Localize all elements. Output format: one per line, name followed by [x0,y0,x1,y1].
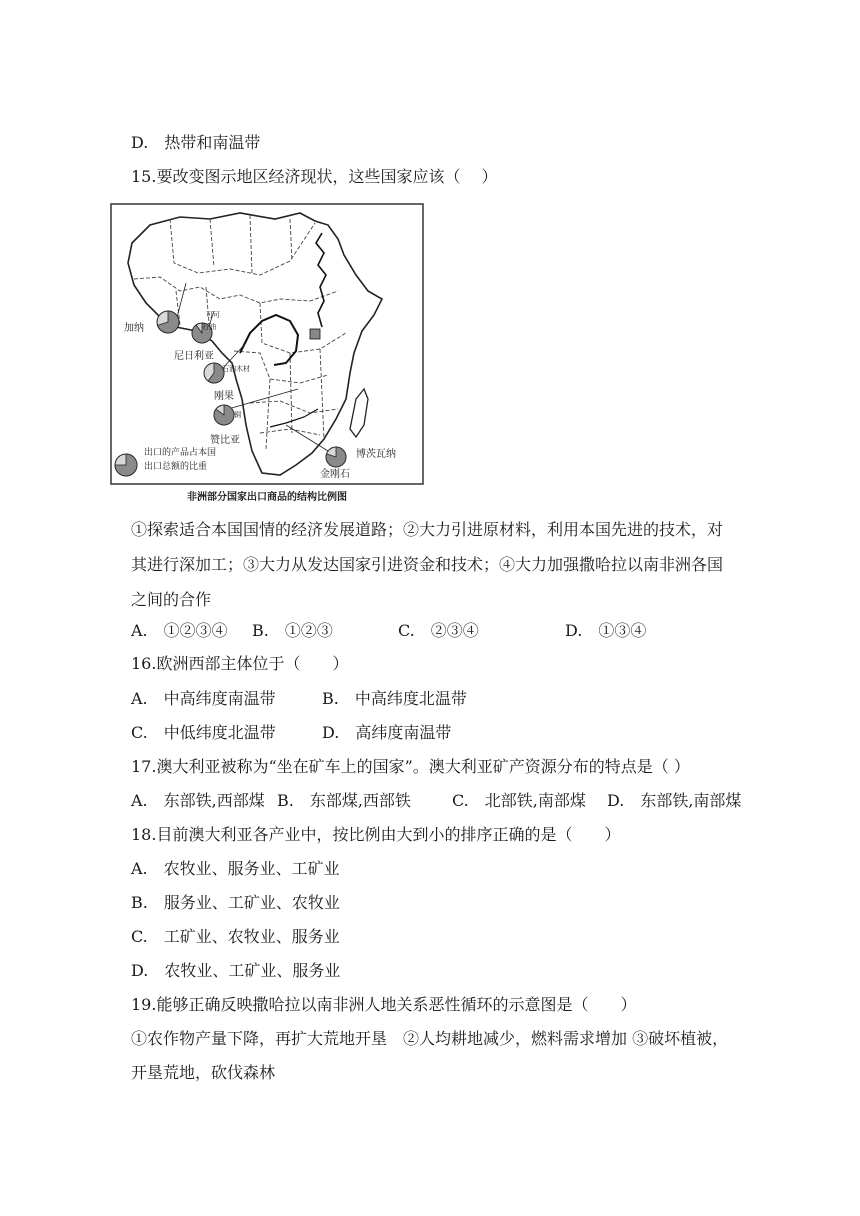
legend-line-2: 出口总额的比重 [144,462,208,472]
label-cocoa: 可可 [206,311,220,319]
africa-export-map [110,203,424,485]
q17-stem: 17.澳大利亚被称为“坐在矿车上的国家”。澳大利亚矿产资源分布的特点是（ ） [131,757,690,776]
q16-option-a: A. 中高纬度南温带 [131,689,276,708]
q15-stem: 15.要改变图示地区经济现状，这些国家应该（ ） [131,167,498,186]
label-oil: 石油 [202,323,216,331]
label-copper: 铜 [234,411,241,419]
label-oil-timber: 石油木材 [222,365,250,373]
label-congo: 刚果 [214,391,234,402]
lake-victoria [310,329,320,339]
q15-body-line-2: 其进行深加工；③大力从发达国家引进资金和技术；④大力加强撒哈拉以南非洲各国 [131,555,724,574]
q19-body-line-1: ①农作物产量下降，再扩大荒地开垦 ②人均耕地减少，燃料需求增加 ③破坏植被， [131,1029,729,1048]
label-nigeria: 尼日利亚 [174,351,214,362]
q16-stem: 16.欧洲西部主体位于（ ） [131,654,349,673]
legend-line-1: 出口的产品占本国 [144,448,217,458]
label-zambia: 赞比亚 [210,435,240,446]
q16-option-c: C. 中低纬度北温带 [131,723,276,742]
q17-option-d: D. 东部铁,南部煤 [607,791,742,810]
pie-congo [204,363,224,383]
q15-option-c: C. ②③④ [398,621,479,640]
q16-option-d: D. 高纬度南温带 [322,723,452,742]
q15-body-line-3: 之间的合作 [131,590,212,609]
q18-option-a: A. 农牧业、服务业、工矿业 [131,859,340,878]
label-ghana: 加纳 [124,323,144,334]
q15-body-line-1: ①探索适合本国国情的经济发展道路；②大力引进原材料，利用本国先进的技术，对 [131,520,724,539]
q17-option-a: A. 东部铁,西部煤 [131,791,265,810]
label-botswana: 博茨瓦纳 [356,449,396,460]
pie-botswana [326,447,346,467]
map-caption: 非洲部分国家出口商品的结构比例图 [187,492,347,503]
q18-stem: 18.目前澳大利亚各产业中，按比例由大到小的排序正确的是（ ） [131,825,621,844]
q15-option-a: A. ①②③④ [131,621,228,640]
q14-option-d: D. 热带和南温带 [131,133,261,152]
pie-ghana [157,311,179,333]
pie-legend [115,454,137,476]
q17-option-b: B. 东部煤,西部铁 [277,791,411,810]
q15-option-b: B. ①②③ [252,621,333,640]
q16-option-b: B. 中高纬度北温带 [322,689,467,708]
label-diamond: 金刚石 [320,469,350,480]
pie-zambia [214,405,234,425]
q17-option-c: C. 北部铁,南部煤 [452,791,586,810]
q18-option-c: C. 工矿业、农牧业、服务业 [131,927,340,946]
q18-option-b: B. 服务业、工矿业、农牧业 [131,893,340,912]
q19-body-line-2: 开垦荒地，砍伐森林 [131,1063,276,1082]
q15-option-d: D. ①③④ [565,621,647,640]
q18-option-d: D. 农牧业、工矿业、服务业 [131,961,341,980]
q19-stem: 19.能够正确反映撒哈拉以南非洲人地关系恶性循环的示意图是（ ） [131,995,637,1014]
